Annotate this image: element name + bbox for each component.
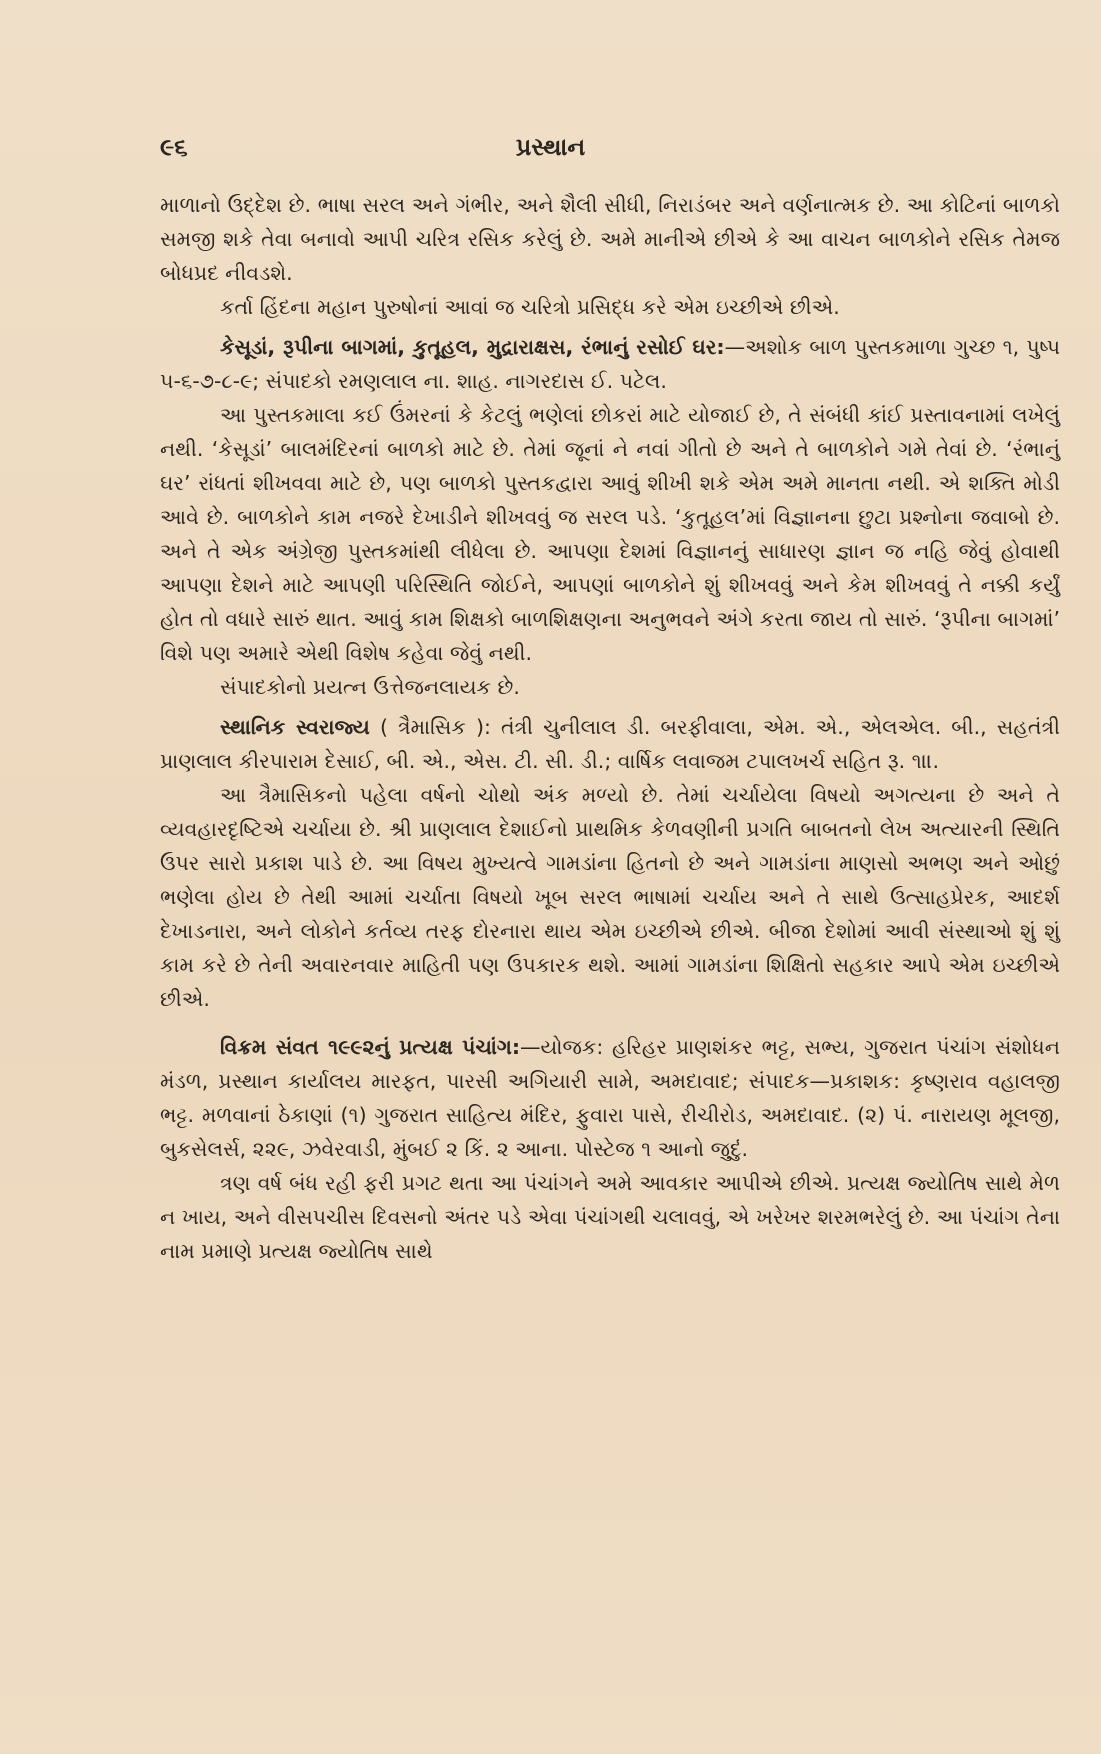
page-number: ૯૬ (160, 133, 188, 161)
review-entry-sthanik-swarajya (160, 710, 1060, 778)
paragraph-text: કર્તા હિંદના મહાન પુરુષોનાં આવાં જ ચરિત્રો પ્રસિદ્ધ કરે એમ ઇચ્છીએ છીએ. (220, 295, 840, 319)
paragraph-7 (160, 778, 1060, 1016)
review-entry-panchang (160, 1030, 1060, 1166)
paragraph-text: માળાનો ઉદ્દેશ છે. ભાષા સરલ અને ગંભીર, અને શૈલી સીધી, નિરાડંબર અને વર્ણનાત્મક છે. આ કોટિનાં બાળકો સમજી શકે તેવા બનાવો આપી ચરિત્ર રસિક કરેલું છે. અમે માનીએ છીએ કે આ વાચન બાળકોને રસિક તેમજ બોધપ્રદ નીવડશે. (160, 193, 1060, 285)
review-details: ( ત્રૈમાસિક ): તંત્રી ચુનીલાલ ડી. બરફીવાલા, એમ. એ., એલએલ. બી., સહતંત્રી પ્રાણલાલ કીરપારામ દેસાઈ, બી. એ., એસ. ટી. સી. ડી.; વાર્ષિક લવાજમ ટપાલખર્ચ સહિત રૂ. ૧॥. (160, 715, 1060, 773)
running-title: પ્રસ્થાન (515, 133, 586, 161)
paragraph-text: આ પુસ્તકમાલા કઈ ઉંમરનાં કે કેટલું ભણેલાં છોકરાં માટે યોજાઈ છે, તે સંબંધી કાંઈ પ્રસ્તાવનામાં લખેલું નથી. ‘કેસૂડાં’ બાલમંદિરનાં બાળકો માટે છે. તેમાં જૂનાં ને નવાં ગીતો છે અને તે બાળકોને ગમે તેવાં છે. ‘રંભાનું ઘર’ રાંધતાં શીખવવા માટે છે, પણ બાળકો પુસ્તકદ્વારા આવું શીખી શકે એમ અમે માનતા નથી. એ શક્તિ મોડી આવે છે. બાળકોને કામ નજરે દેખાડીને શીખવવું જ સરલ પડે. ‘કુતૂહલ’માં વિજ્ઞાનના છુટા પ્રશ્નોના જવાબો છે. અને તે એક અંગ્રેજી પુસ્તકમાંથી લીધેલા છે. આપણા દેશમાં વિજ્ઞાનનું સાધારણ જ્ઞાન જ નહિ જેવું હોવાથી આપણા દેશને માટે આપણી પરિસ્થિતિ જોઈને, આપણાં બાળકોને શું શીખવવું અને કેમ શીખવવું તે નક્કી કર્યું હોત તો વધારે સારું થાત. આવું કામ શિક્ષકો બાળશિક્ષણના અનુભવને અંગે કરતા જાય તો સારું. ‘રૂપીના બાગમાં’ વિશે પણ અમારે એથી વિશેષ કહેવા જેવું નથી. (160, 403, 1060, 665)
paragraph-text: સંપાદકોનો પ્રયત્ન ઉત્તેજનલાયક છે. (220, 675, 520, 699)
paragraph-2 (160, 290, 1060, 324)
paragraph-1 (160, 188, 1060, 290)
review-title: વિક્રમ સંવત ૧૯૯૨નું પ્રત્યક્ષ પંચાંગ: (220, 1035, 521, 1059)
review-entry-kesuda (160, 330, 1060, 398)
paragraph-text: ત્રણ વર્ષ બંધ રહી ફરી પ્રગટ થતા આ પંચાંગને અમે આવકાર આપીએ છીએ. પ્રત્યક્ષ જ્યોતિષ સાથે મેળ ન ખાય, અને વીસપચીસ દિવસનો અંતર પડે એવા પંચાંગથી ચલાવવું, એ ખરેખર શરમભરેલું છે. આ પંચાંગ તેના નામ પ્રમાણે પ્રત્યક્ષ જ્યોતિષ સાથે (160, 1171, 1060, 1263)
review-title: કેસૂડાં, રૂપીના બાગમાં, કુતૂહલ, મુદ્રારાક્ષસ, રંભાનું રસોઈ ઘર: (220, 335, 725, 359)
page-header (0, 133, 1101, 163)
review-details: —યોજક: હરિહર પ્રાણશંકર ભટ્ટ, સભ્ય, ગુજરાત પંચાંગ સંશોધન મંડળ, પ્રસ્થાન કાર્યાલય મારફત, પારસી અગિયારી સામે, અમદાવાદ; સંપાદક—પ્રકાશક: કૃષ્ણરાવ વહાલજી ભટ્ટ. મળવાનાં ઠેકાણાં (૧) ગુજરાત સાહિત્ય મંદિર, ફુવારા પાસે, રીચીરોડ, અમદાવાદ. (૨) પં. નારાયણ મૂલજી, બુકસેલર્સ, ૨૨૯, ઝવેરવાડી, મુંબઈ ૨ કિં. ૨ આના. પોસ્ટેજ ૧ આનો જુદું. (160, 1035, 1060, 1161)
review-details: —અશોક બાળ પુસ્તકમાળા ગુચ્છ ૧, પુષ્પ ૫-૬-૭-૮-૯; સંપાદકો રમણલાલ ના. શાહ. નાગરદાસ ઈ. પટેલ. (160, 335, 1060, 393)
review-title: સ્થાનિક સ્વરાજ્ય (220, 715, 370, 739)
page-body (160, 188, 1060, 1268)
paragraph-9 (160, 1166, 1060, 1268)
paragraph-5 (160, 670, 1060, 704)
paragraph-4 (160, 398, 1060, 670)
paragraph-text: આ ત્રૈમાસિકનો પહેલા વર્ષનો ચોથો અંક મળ્યો છે. તેમાં ચર્ચાયેલા વિષયો અગત્યના છે અને તે વ્યવહારદૃષ્ટિએ ચર્ચાયા છે. શ્રી પ્રાણલાલ દેશાઈનો પ્રાથમિક કેળવણીની પ્રગતિ બાબતનો લેખ અત્યારની સ્થિતિ ઉપર સારો પ્રકાશ પાડે છે. આ વિષય મુખ્યત્વે ગામડાંના હિતનો છે અને ગામડાંના માણસો અભણ અને ઓછું ભણેલા હોય છે તેથી આમાં ચર્ચાતા વિષયો ખૂબ સરલ ભાષામાં ચર્ચાય અને તે સાથે ઉત્સાહપ્રેરક, આદર્શ દેખાડનારા, અને લોકોને કર્તવ્ય તરફ દોરનારા થાય એમ ઇચ્છીએ છીએ. બીજા દેશોમાં આવી સંસ્થાઓ શું શું કામ કરે છે તેની અવારનવાર માહિતી પણ ઉપકારક થશે. આમાં ગામડાંના શિક્ષિતો સહકાર આપે એમ ઇચ્છીએ છીએ. (160, 783, 1060, 1011)
